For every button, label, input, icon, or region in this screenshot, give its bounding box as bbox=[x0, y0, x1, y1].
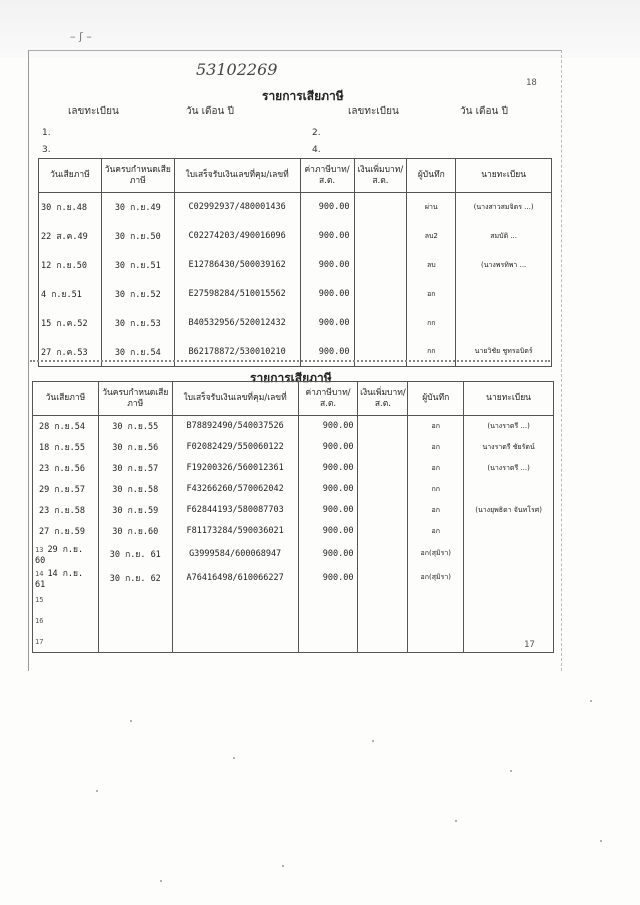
cell-receipt: F43266260/570062042 bbox=[172, 479, 298, 500]
cell-paid bbox=[33, 632, 99, 653]
paid-date: 27 ก.ย.59 bbox=[39, 527, 85, 537]
cell-recorder: อก(สุมิรา) bbox=[408, 566, 464, 590]
cell-recorder: กก bbox=[407, 338, 456, 367]
table-row bbox=[39, 222, 552, 251]
reg-line-4: 4. bbox=[312, 145, 321, 155]
scan-speck bbox=[282, 865, 284, 867]
table-row bbox=[33, 500, 554, 521]
cell-registrar bbox=[464, 521, 554, 542]
table-row bbox=[33, 521, 554, 542]
cell-due: 30 ก.ย.60 bbox=[98, 521, 172, 542]
cell-tax: 900.00 bbox=[298, 500, 358, 521]
paid-date: 27 ก.ค.53 bbox=[41, 347, 88, 358]
cell-extra bbox=[358, 611, 408, 632]
cell-registrar bbox=[456, 280, 552, 309]
cell-registrar bbox=[464, 632, 554, 653]
cell-registrar: (นางราตรี ...) bbox=[464, 416, 554, 437]
cell-tax: 900.00 bbox=[298, 566, 358, 590]
scan-speck bbox=[600, 840, 602, 842]
cell-receipt: C02992937/480001436 bbox=[174, 193, 300, 222]
cell-extra bbox=[358, 632, 408, 653]
section2-title: รายการเสียภาษี bbox=[250, 371, 332, 385]
cell-paid bbox=[33, 500, 99, 521]
col-due-header: วันครบกำหนดเสียภาษี bbox=[98, 382, 172, 416]
cell-due: 30 ก.ย.57 bbox=[98, 458, 172, 479]
cell-registrar bbox=[464, 542, 554, 566]
cell-recorder: ลบ2 bbox=[407, 222, 456, 251]
reg-line-2: 2. bbox=[312, 128, 321, 138]
cell-recorder: กก bbox=[408, 479, 464, 500]
col-tax-header: ค่าภาษีบาท/ส.ต. bbox=[298, 382, 358, 416]
col-extra-header: เงินเพิ่มบาท/ส.ต. bbox=[358, 382, 408, 416]
cell-receipt: E12786430/500039162 bbox=[174, 251, 300, 280]
date-label-left: วัน เดือน ปี bbox=[186, 106, 234, 117]
cell-tax: 900.00 bbox=[300, 309, 354, 338]
col-paid-header: วันเสียภาษี bbox=[39, 159, 102, 193]
cell-recorder: อก bbox=[408, 416, 464, 437]
cell-registrar: (นางพรทิพา ... bbox=[456, 251, 552, 280]
scan-speck bbox=[160, 880, 162, 882]
cell-extra bbox=[358, 458, 408, 479]
cell-receipt bbox=[172, 632, 298, 653]
cell-recorder: อก bbox=[408, 500, 464, 521]
cell-extra bbox=[354, 222, 407, 251]
reg-line-1: 1. bbox=[42, 128, 51, 138]
paid-date: 29 ก.ย. 60 bbox=[35, 544, 84, 566]
cell-tax: 900.00 bbox=[298, 542, 358, 566]
row-number: 17 bbox=[35, 637, 44, 646]
cell-extra bbox=[358, 590, 408, 611]
cell-tax bbox=[298, 590, 358, 611]
cell-extra bbox=[358, 521, 408, 542]
scan-speck bbox=[130, 720, 132, 722]
cell-paid bbox=[33, 611, 99, 632]
cell-recorder bbox=[408, 632, 464, 653]
reg-line-3: 3. bbox=[42, 145, 51, 155]
paid-date: 29 ก.ย.57 bbox=[39, 485, 85, 495]
page-number-bottom: 17 bbox=[524, 640, 535, 650]
table-row bbox=[39, 309, 552, 338]
cell-registrar: (นางราตรี ...) bbox=[464, 458, 554, 479]
cell-paid bbox=[33, 479, 99, 500]
cell-paid bbox=[39, 280, 102, 309]
paid-date: 30 ก.ย.48 bbox=[41, 203, 87, 214]
cell-due: 30 ก.ย. 61 bbox=[98, 542, 172, 566]
cell-tax: 900.00 bbox=[300, 338, 354, 367]
cell-tax: 900.00 bbox=[298, 458, 358, 479]
page-number-top: 18 bbox=[526, 78, 537, 88]
cell-extra bbox=[358, 500, 408, 521]
cell-registrar bbox=[464, 590, 554, 611]
cell-paid bbox=[39, 222, 102, 251]
paid-date: 28 ก.ย.54 bbox=[39, 422, 85, 433]
cell-extra bbox=[354, 251, 407, 280]
cell-registrar: นางราตรี ชัยรัตน์ bbox=[464, 437, 554, 458]
cell-paid bbox=[33, 458, 99, 479]
cell-due: 30 ก.ย.50 bbox=[101, 222, 174, 251]
cell-due: 30 ก.ย. 62 bbox=[98, 566, 172, 590]
cell-receipt: B78892490/540037526 bbox=[172, 416, 298, 437]
cell-due: 30 ก.ย.54 bbox=[101, 338, 174, 367]
table-row bbox=[39, 280, 552, 309]
cell-registrar: นายวิชัย ชูทรอบิตร์ bbox=[456, 338, 552, 367]
row-number: 16 bbox=[35, 617, 44, 625]
cell-paid bbox=[33, 416, 99, 437]
cell-receipt: F81173284/590036021 bbox=[172, 521, 298, 542]
scan-speck bbox=[96, 790, 98, 792]
cell-due bbox=[98, 611, 172, 632]
cell-receipt: C02274203/490016096 bbox=[174, 222, 300, 251]
cell-recorder: ลบ bbox=[407, 251, 456, 280]
cell-extra bbox=[358, 566, 408, 590]
cell-recorder: กก bbox=[407, 309, 456, 338]
cell-recorder: อก(สุมิรา) bbox=[408, 542, 464, 566]
scan-speck bbox=[510, 770, 512, 772]
cell-due: 30 ก.ย.55 bbox=[98, 416, 172, 437]
paid-date: 23 ก.ย.56 bbox=[39, 464, 85, 474]
cell-recorder: อก bbox=[408, 521, 464, 542]
cell-receipt bbox=[172, 590, 298, 611]
table-row bbox=[33, 632, 554, 653]
document-number: 53102269 bbox=[196, 60, 278, 79]
table-row bbox=[33, 590, 554, 611]
cell-due: 30 ก.ย.49 bbox=[101, 193, 174, 222]
cell-recorder: ผ่าน bbox=[407, 193, 456, 222]
cell-receipt: E27598284/510015562 bbox=[174, 280, 300, 309]
paid-date: 22 ส.ค.49 bbox=[41, 232, 88, 242]
scan-speck bbox=[455, 820, 457, 822]
cell-receipt: A7641649​8/610066227 bbox=[172, 566, 298, 590]
paid-date: 14 ก.ย. 61 bbox=[35, 568, 84, 590]
cell-due: 30 ก.ย.56 bbox=[98, 437, 172, 458]
cell-registrar: สมบัติ ... bbox=[456, 222, 552, 251]
row-number: 13 bbox=[35, 545, 44, 554]
cell-receipt: G3999584/600068947 bbox=[172, 542, 298, 566]
cell-registrar: (นางยุพธิดา จันทโรศ) bbox=[464, 500, 554, 521]
col-registrar-header: นายทะเบียน bbox=[456, 159, 552, 193]
table1-header-row bbox=[39, 159, 552, 193]
table2-header-row bbox=[33, 382, 554, 416]
tax-table-1 bbox=[38, 158, 552, 367]
col-tax-header: ค่าภาษีบาท/ส.ต. bbox=[300, 159, 354, 193]
col-recorder-header: ผู้บันทึก bbox=[408, 382, 464, 416]
cell-tax bbox=[298, 611, 358, 632]
paid-date: 4 ก.ย.51 bbox=[41, 290, 82, 300]
reg-label-right: เลขทะเบียน bbox=[348, 106, 399, 117]
table-row bbox=[33, 566, 554, 590]
cell-extra bbox=[358, 437, 408, 458]
cell-due bbox=[98, 632, 172, 653]
cell-tax: 900.00 bbox=[298, 437, 358, 458]
scan-speck bbox=[372, 740, 374, 742]
top-mark: – ʃ – bbox=[70, 30, 92, 43]
cell-paid bbox=[39, 251, 102, 280]
cell-receipt: F19200326/560012361 bbox=[172, 458, 298, 479]
cell-recorder: อก bbox=[407, 280, 456, 309]
cell-tax: 900.00 bbox=[300, 193, 354, 222]
cell-extra bbox=[358, 542, 408, 566]
cell-receipt: B40532956/520012432 bbox=[174, 309, 300, 338]
cell-extra bbox=[358, 416, 408, 437]
section1-title: รายการเสียภาษี bbox=[262, 89, 344, 103]
cell-receipt: F02082429/550060122 bbox=[172, 437, 298, 458]
cell-paid bbox=[39, 193, 102, 222]
cell-recorder bbox=[408, 611, 464, 632]
cell-recorder bbox=[408, 590, 464, 611]
cell-tax: 900.00 bbox=[300, 251, 354, 280]
cell-recorder: อก bbox=[408, 437, 464, 458]
scan-speck bbox=[233, 757, 235, 759]
section-separator bbox=[30, 352, 550, 362]
cell-due: 30 ก.ย.58 bbox=[98, 479, 172, 500]
paid-date: 23 ก.ย.58 bbox=[39, 506, 85, 516]
tax-table-2 bbox=[32, 381, 554, 653]
cell-extra bbox=[358, 479, 408, 500]
cell-due: 30 ก.ย.59 bbox=[98, 500, 172, 521]
cell-due: 30 ก.ย.51 bbox=[101, 251, 174, 280]
scan-speck bbox=[590, 700, 592, 702]
cell-paid bbox=[33, 566, 99, 590]
paid-date: 15 ก.ค.52 bbox=[41, 319, 88, 329]
table-row bbox=[33, 542, 554, 566]
cell-tax bbox=[298, 632, 358, 653]
cell-paid bbox=[33, 437, 99, 458]
cell-paid bbox=[33, 590, 99, 611]
table-row bbox=[39, 251, 552, 280]
table-row bbox=[33, 479, 554, 500]
cell-paid bbox=[39, 309, 102, 338]
date-label-right: วัน เดือน ปี bbox=[460, 106, 508, 117]
cell-paid bbox=[33, 521, 99, 542]
cell-tax: 900.00 bbox=[300, 222, 354, 251]
reg-label-left: เลขทะเบียน bbox=[68, 106, 119, 117]
cell-tax: 900.00 bbox=[298, 479, 358, 500]
table-row bbox=[33, 416, 554, 437]
table-row bbox=[33, 437, 554, 458]
paid-date: 18 ก.ย.55 bbox=[39, 443, 85, 453]
cell-due bbox=[98, 590, 172, 611]
cell-receipt bbox=[172, 611, 298, 632]
cell-extra bbox=[354, 309, 407, 338]
col-receipt-header: ใบเสร็จรับเงินเลขที่คุม/เลขที่ bbox=[174, 159, 300, 193]
cell-registrar: (นางสาวสมจิตร ...) bbox=[456, 193, 552, 222]
cell-extra bbox=[354, 193, 407, 222]
col-receipt-header: ใบเสร็จรับเงินเลขที่คุม/เลขที่ bbox=[172, 382, 298, 416]
col-due-header: วันครบกำหนดเสียภาษี bbox=[101, 159, 174, 193]
paid-date: 12 ก.ย.50 bbox=[41, 261, 87, 271]
cell-receipt: B62178872/530010210 bbox=[174, 338, 300, 367]
row-number: 15 bbox=[35, 596, 44, 604]
cell-receipt: F62844193/580087703 bbox=[172, 500, 298, 521]
row-number: 14 bbox=[35, 569, 44, 578]
cell-due: 30 ก.ย.52 bbox=[101, 280, 174, 309]
cell-extra bbox=[354, 280, 407, 309]
cell-recorder: อก bbox=[408, 458, 464, 479]
table-row bbox=[33, 458, 554, 479]
cell-tax: 900.00 bbox=[298, 521, 358, 542]
col-recorder-header: ผู้บันทึก bbox=[407, 159, 456, 193]
cell-tax: 900.00 bbox=[300, 280, 354, 309]
table-row bbox=[39, 193, 552, 222]
cell-registrar bbox=[456, 309, 552, 338]
col-extra-header: เงินเพิ่มบาท/ส.ต. bbox=[354, 159, 407, 193]
cell-registrar bbox=[464, 479, 554, 500]
cell-registrar bbox=[464, 566, 554, 590]
col-registrar-header: นายทะเบียน bbox=[464, 382, 554, 416]
cell-registrar bbox=[464, 611, 554, 632]
table-row bbox=[33, 611, 554, 632]
cell-due: 30 ก.ย.53 bbox=[101, 309, 174, 338]
col-paid-header: วันเสียภาษี bbox=[33, 382, 99, 416]
cell-paid bbox=[33, 542, 99, 566]
cell-tax: 900.00 bbox=[298, 416, 358, 437]
